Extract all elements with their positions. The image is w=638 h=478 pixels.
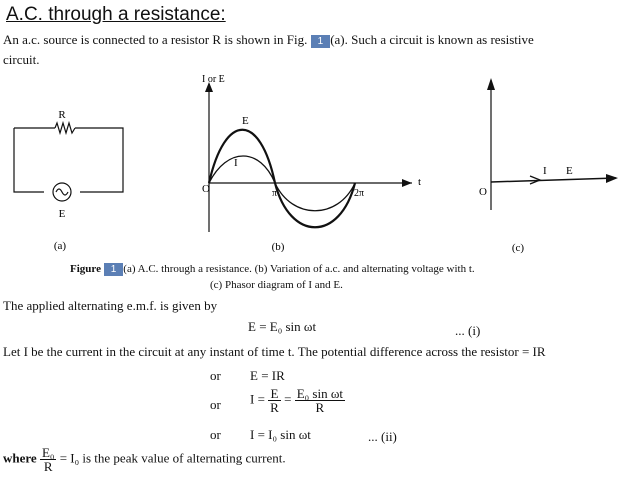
two-pi-label: 2π xyxy=(354,188,365,199)
panel-label-b: (b) xyxy=(271,241,285,252)
equation-1-tag: ... (i) xyxy=(455,323,481,338)
caption-text-1: (a) A.C. through a resistance. (b) Variation of a.c. and alternating voltage with t. xyxy=(123,263,475,276)
phasor-i-label: I xyxy=(543,165,547,177)
figure-caption-line-1 xyxy=(70,263,475,276)
figure-ref-badge[interactable]: 1 xyxy=(311,35,331,48)
equation-3 xyxy=(250,387,345,414)
t-axis-label: t xyxy=(418,176,422,188)
panel-label-c: (c) xyxy=(511,242,525,254)
or-1: or xyxy=(210,368,221,383)
eq3-fraction-1: $\frac{E}{R}$ xyxy=(270,386,279,415)
curve-e-label: E xyxy=(242,115,249,127)
curve-i-label: I xyxy=(234,157,238,169)
curve-e xyxy=(209,130,355,228)
intro-line-2: circuit. xyxy=(3,52,40,67)
pi-label: π xyxy=(272,188,278,199)
waveform-graph xyxy=(180,72,430,252)
where-line xyxy=(3,446,286,473)
equation-4-tag: ... (ii) xyxy=(368,429,397,444)
y-axis-label: I or E xyxy=(202,74,225,85)
eq3-lhs: I = xyxy=(250,391,265,407)
caption-prefix: Figure xyxy=(70,263,101,276)
eq3-equals: = xyxy=(284,391,292,407)
where-label: where xyxy=(3,450,37,466)
or-2: or xyxy=(210,397,221,412)
intro-line-1 xyxy=(3,32,534,48)
origin-label-b: O xyxy=(202,183,210,195)
where-rest: = I₀ is the peak value of alternating current. xyxy=(59,450,286,466)
phasor-y-arrow xyxy=(487,78,495,90)
equation-4: I = I₀ sin ωt xyxy=(250,427,311,442)
figure-caption-line-2: (c) Phasor diagram of I and E. xyxy=(210,279,343,291)
eq3-fraction-2: $\frac{\text{E₀ sin ωt}}{R}$ xyxy=(296,386,343,415)
let-current-text: Let I be the current in the circuit at any instant of time t. The potential difference across the resistor = IR xyxy=(3,344,546,359)
resistor-symbol xyxy=(55,123,75,133)
caption-ref-badge[interactable]: 1 xyxy=(104,263,124,276)
source-label: E xyxy=(58,208,66,220)
circuit-diagram xyxy=(0,100,140,260)
phasor-diagram xyxy=(470,70,630,255)
ac-wave-icon xyxy=(56,189,68,195)
circuit-wires xyxy=(14,128,123,192)
applied-emf-text: The applied alternating e.m.f. is given by xyxy=(3,298,218,313)
phasor-e-label: E xyxy=(566,165,573,177)
intro-text-2: (a). Such a circuit is known as resistive xyxy=(330,32,534,47)
resistor-label: R xyxy=(58,109,66,121)
intro-text-1: An a.c. source is connected to a resistor R is shown in Fig. xyxy=(3,32,308,47)
slide-title: A.C. through a resistance: xyxy=(6,4,226,25)
panel-label-a: (a) xyxy=(53,240,67,252)
x-axis-arrow xyxy=(402,179,412,187)
where-fraction: $\frac{\text{E₀}}{R}$ xyxy=(41,445,55,474)
or-3: or xyxy=(210,427,221,442)
equation-2: E = IR xyxy=(250,368,285,383)
phasor-arrow xyxy=(606,174,618,183)
origin-label-c: O xyxy=(479,186,487,198)
equation-1: E = E₀ sin ωt xyxy=(248,319,317,334)
